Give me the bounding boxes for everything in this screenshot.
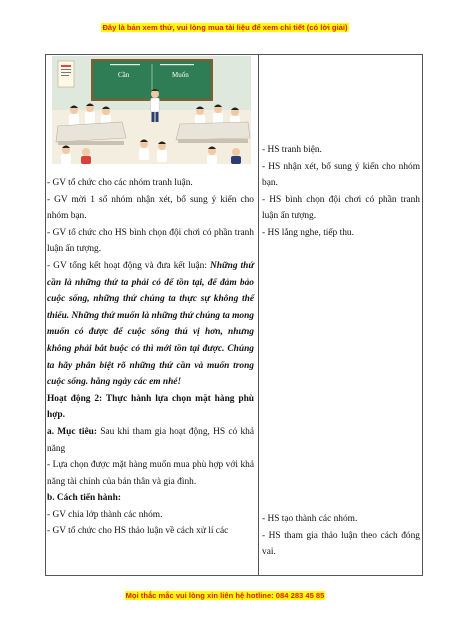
board-word-muon: Muốn [172,71,189,79]
goal-label: a. Mục tiêu: [47,426,97,437]
hotline-footer [0,591,450,600]
goal-item: - Lựa chọn được mặt hàng muốn mua phù hợp với khả năng tài chính của bản thân và gia đình. [47,460,254,487]
teacher-activities-column [47,175,254,540]
table-column-divider [258,54,259,576]
classroom-debate-illustration [52,56,251,164]
hotline-text: Mọi thắc mắc vui lòng xin liên hệ hotline: 084 283 45 85 [125,591,325,600]
activity-goal [47,424,254,457]
student-activities-column-top [262,142,420,242]
student-step-feedback: - HS nhận xét, bổ sung ý kiến cho nhóm bạn. [262,161,420,189]
preview-notice-tail: (có lời giải) [306,23,348,32]
activity-2-title: Hoạt động 2: Thực hành lựa chọn mặt hàng phù hợp. [47,393,254,421]
preview-notice-text: Đây là bản xem thử, vui lòng mua tài liệu để xem chi tiết [102,23,307,32]
teacher-step-conclusion [47,258,254,391]
method-step-1: - GV chia lớp thành các nhóm. [47,509,163,520]
goal-text: Sau khi tham gia hoạt động, HS có khả năng [47,426,254,454]
conclusion-lead: - GV tổng kết hoạt động và đưa kết luận: [47,260,210,271]
student-activities-column-bottom [262,511,420,561]
teacher-step-feedback: - GV mời 1 số nhóm nhận xét, bổ sung ý kiến cho nhóm bạn. [47,194,254,222]
conclusion-text: Những thứ cần là những thứ ta phải có để tồn tại, để đảm bảo cuộc sống, những thứ chúng ta thực sự không thể thiếu. Những thứ muốn là những thứ chúng ta mong muốn có được để cuộc sống thú vị hơn, nhưng không phải bắt buộc có thì mới tồn tại được. Chúng ta hãy phân biệt rõ những thứ cần và muốn trong cuộc sống. hằng ngày các em nhé! [47,260,254,388]
student-step-groups: - HS tạo thành các nhóm. [262,514,358,524]
classroom-illustration-svg [52,56,251,164]
method-step-2: - GV tổ chức cho HS thảo luận về cách xử lí các [47,526,229,537]
student-step-vote: - HS bình chọn đội chơi có phần tranh luận ấn tượng. [262,194,420,222]
teacher-step-vote: - GV tổ chức cho HS bình chọn đội chơi có phần tranh luận ấn tượng. [47,227,254,255]
board-word-can: Cần [118,71,130,79]
preview-notice-banner [0,23,450,32]
method-label: b. Cách tiến hành: [47,493,121,504]
student-step-roleplay: - HS tham gia thảo luận theo cách đóng vai. [262,530,420,558]
teacher-step-debate: - GV tổ chức cho các nhóm tranh luận. [47,178,193,188]
student-step-debate: - HS tranh biện. [262,145,322,155]
student-step-listen: - HS lắng nghe, tiếp thu. [262,227,354,238]
